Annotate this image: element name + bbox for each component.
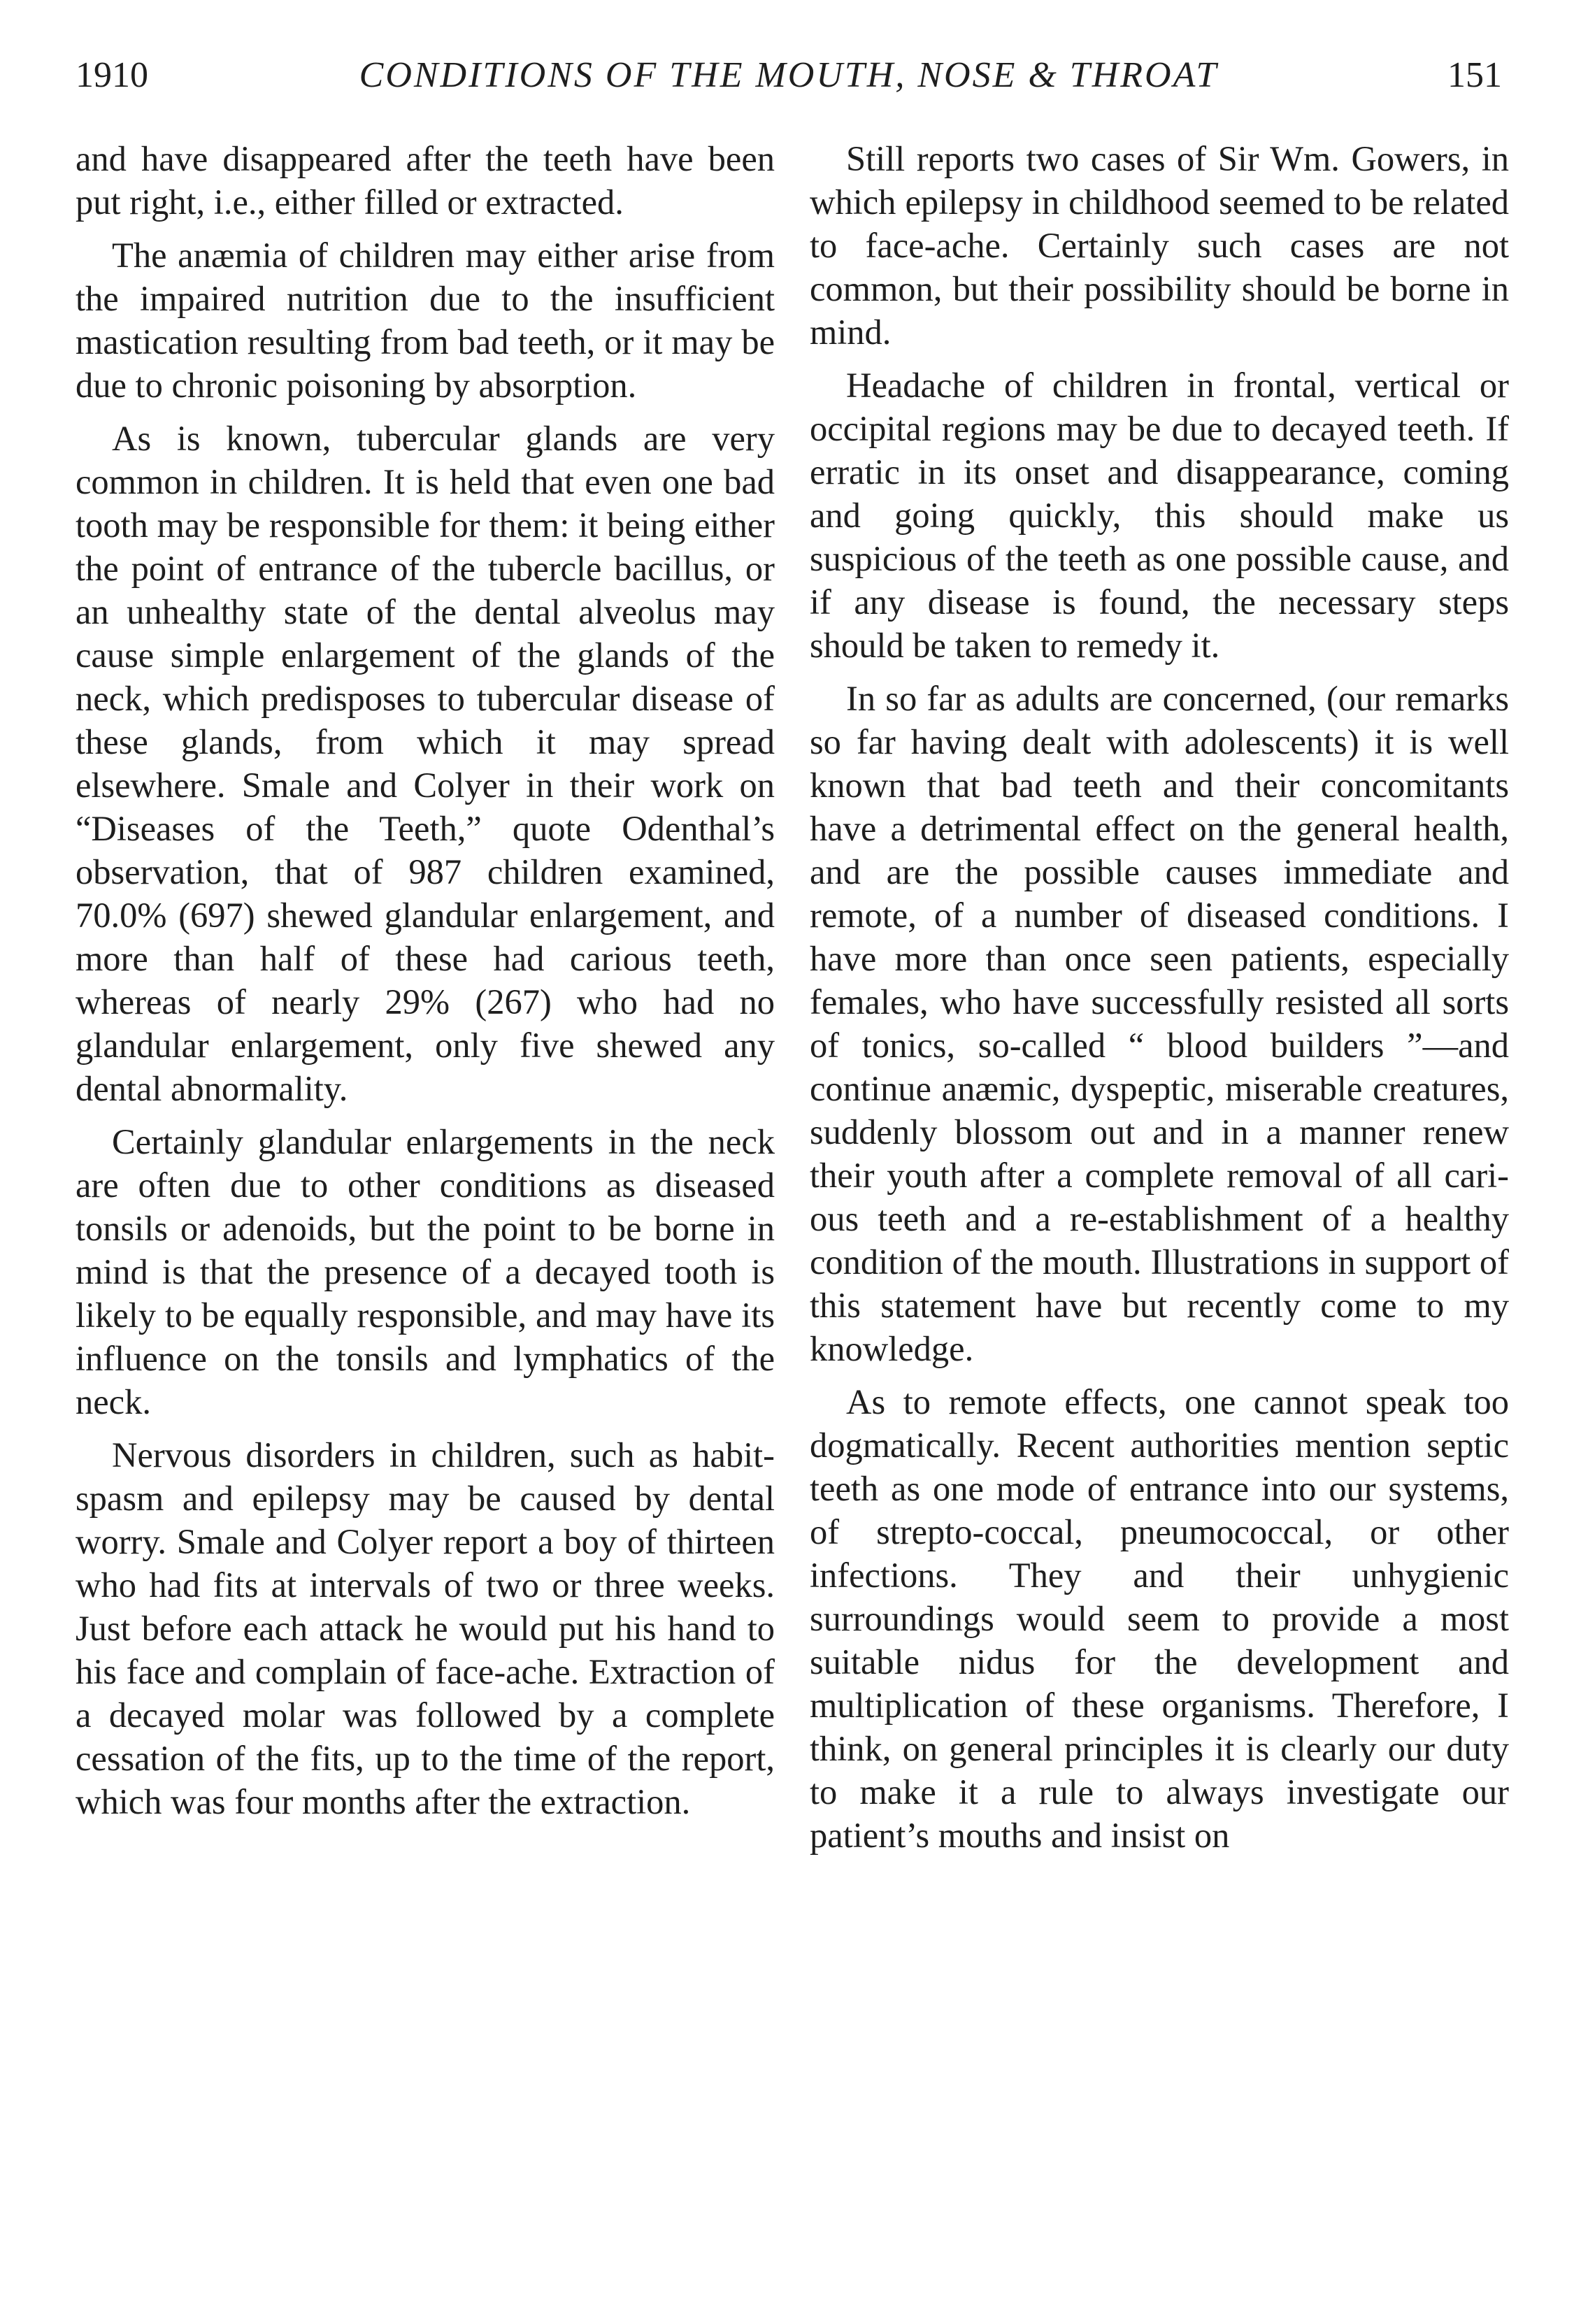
paragraph: Headache of children in frontal, vertical or occipital regions may be due to decayed teeth. If erratic in its onset and disappearance, coming and going quickly, this should make us suspicious of the teeth as one possible cause, and if any disease is found, the necessary steps should be taken to remedy it.: [810, 366, 1509, 665]
left-column: [76, 137, 775, 1833]
paragraph: As is known, tubercular glands are very common in children. It is held that even one bad tooth may be responsible for them: it being either the point of entrance of the tubercle bacillus, or an unhealthy state of the dental alveolus may cause simple enlargement of the glands of the neck, which predisposes to tubercular disease of these glands, from which it may spread elsewhere. Smale and Colyer in their work on “Diseases of the Teeth,” quote Odenthal’s observation, that of 987 children examined, 70.0% (697) shewed glandular enlargement, and more than half of these had carious teeth, whereas of nearly 29% (267) who had no glandular enlargement, only five shewed any dental abnormality.: [76, 419, 775, 1108]
paragraph: The anæmia of children may either arise from the impaired nutrition due to the insufficient mastication resulting from bad teeth, or it may be due to chronic poisoning by absorption.: [76, 236, 775, 405]
paragraph: and have disappeared after the teeth have been put right, i.e., either filled or extracted.: [76, 139, 775, 222]
paragraph: Nervous disorders in children, such as habit-spasm and epilepsy may be caused by dental worry. Smale and Colyer report a boy of thirteen who had fits at intervals of two or three weeks. Just before each attack he would put his hand to his face and complain of face-ache. Extraction of a decayed molar was followed by a complete cessation of the fits, up to the time of the report, which was four months after the extraction.: [76, 1435, 775, 1821]
paragraph: In so far as adults are concerned, (our remarks so far having dealt with adolescents) it is well known that bad teeth and their concomitants have a detrimental effect on the general health, and are the possible causes immediate and remote, of a number of diseased conditions. I have more than once seen patients, especially females, who have successfully resisted all sorts of tonics, so-called “ blood builders ”—and continue anæmic, dyspeptic, miserable creatures, suddenly blossom out and in a manner renew their youth after a complete removal of all carious teeth and a re-establishment of a healthy condition of the mouth. Illustrations in support of this statement have but recently come to my knowledge.: [810, 679, 1509, 1368]
running-header: [76, 55, 1502, 103]
paragraph: Certainly glandular enlargements in the neck are often due to other conditions as diseased tonsils or adenoids, but the point to be borne in mind is that the presence of a decayed tooth is likely to be equally responsible, and may have its influence on the tonsils and lymphatics of the neck.: [76, 1122, 775, 1421]
paragraph: As to remote effects, one cannot speak too dogmatically. Recent authorities mention septic teeth as one mode of entrance into our systems, of strepto-coccal, pneumococcal, or other infections. They and their unhygienic surroundings would seem to provide a most suitable nidus for the development and multiplication of these organisms. Therefore, I think, on general principles it is clearly our duty to make it a rule to always investigate our patient’s mouths and insist on: [810, 1382, 1509, 1855]
header-title: CONDITIONS OF THE MOUTH, NOSE & THROAT: [359, 55, 1219, 95]
right-column: [810, 137, 1509, 1867]
header-year: 1910: [76, 55, 148, 95]
page-number: 151: [1447, 55, 1502, 95]
paragraph: Still reports two cases of Sir Wm. Gowers, in which epilepsy in childhood seemed to be related to face-ache. Certainly such cases are not common, but their possibility should be borne in mind.: [810, 139, 1509, 352]
